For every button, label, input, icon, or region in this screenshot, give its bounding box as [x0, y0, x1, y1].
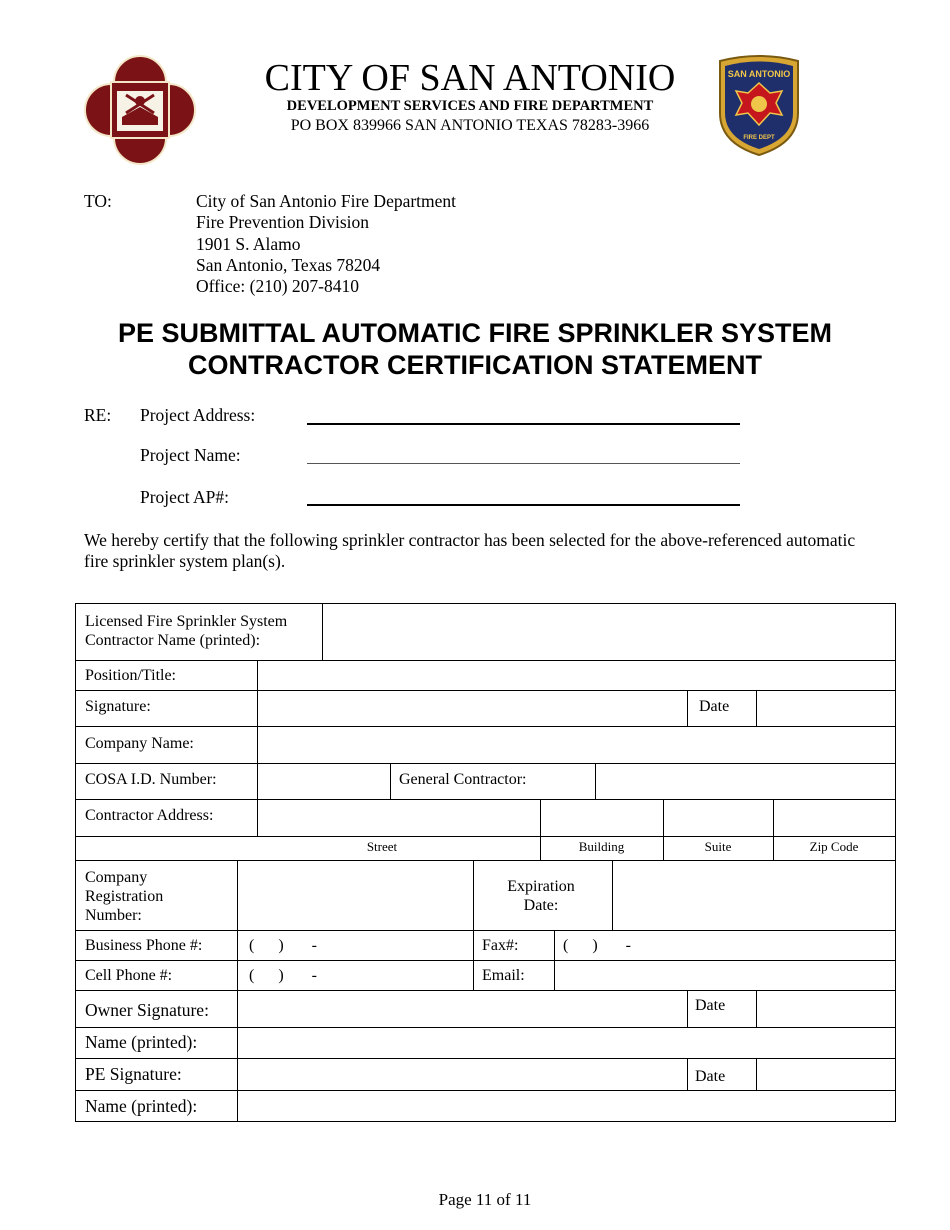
signature-date-label: Date — [699, 698, 730, 715]
street-caption: Street — [366, 839, 398, 854]
owner-date-field[interactable] — [758, 992, 894, 1027]
position-title-field[interactable] — [259, 662, 895, 690]
company-name-field[interactable] — [259, 728, 895, 762]
page-number: Page 11 of 11 — [438, 1190, 532, 1209]
business-phone-label: Business Phone #: — [85, 937, 203, 954]
pe-name-printed-field[interactable] — [239, 1092, 894, 1121]
cell-phone-field[interactable]: ( ) - — [249, 967, 317, 984]
position-title-label: Position/Title: — [85, 667, 176, 684]
signature-date-field[interactable] — [758, 692, 894, 726]
cell-phone-label: Cell Phone #: — [85, 967, 173, 984]
project-name-label: Project Name: — [140, 445, 241, 465]
street-field[interactable] — [259, 801, 539, 835]
suite-caption: Suite — [704, 839, 732, 854]
to-line: 1901 S. Alamo — [196, 234, 301, 254]
pe-name-printed-label: Name (printed): — [85, 1096, 198, 1116]
project-name-field[interactable] — [307, 463, 740, 464]
signature-label: Signature: — [85, 698, 151, 715]
form-title-line-2: CONTRACTOR CERTIFICATION STATEMENT — [188, 350, 762, 380]
certification-statement: We hereby certify that the following sprinkler contractor has been selected for the above-referenced automatic fire sprinkler system plan(s). — [84, 530, 856, 571]
to-line: Fire Prevention Division — [196, 212, 370, 232]
fax-label: Fax#: — [482, 937, 519, 954]
project-ap-label: Project AP#: — [140, 487, 229, 507]
to-line: San Antonio, Texas 78204 — [196, 255, 381, 275]
general-contractor-field[interactable] — [597, 765, 895, 799]
badge-bottom-text: FIRE DEPT — [743, 135, 775, 141]
registration-label-3: Number: — [85, 907, 142, 924]
expiration-date-field[interactable] — [614, 862, 895, 929]
business-phone-field[interactable]: ( ) - — [249, 937, 317, 954]
suite-field[interactable] — [665, 801, 772, 835]
project-address-label: Project Address: — [140, 405, 256, 425]
contractor-address-label: Contractor Address: — [85, 807, 214, 824]
page-title: CITY OF SAN ANTONIO — [264, 57, 676, 99]
expiration-label-2: Date: — [523, 897, 559, 914]
department-address: PO BOX 839966 SAN ANTONIO TEXAS 78283-3966 — [290, 117, 650, 134]
building-caption: Building — [578, 839, 625, 854]
zip-code-caption: Zip Code — [809, 839, 859, 854]
project-address-field[interactable] — [307, 423, 740, 425]
expiration-label-1: Expiration — [507, 878, 575, 895]
pe-date-label: Date — [695, 1068, 726, 1085]
fax-field[interactable]: ( ) - — [563, 937, 631, 954]
contractor-name-label-2: Contractor Name (printed): — [85, 632, 261, 649]
cosa-id-label: COSA I.D. Number: — [85, 771, 217, 788]
zip-code-field[interactable] — [775, 801, 895, 835]
contractor-name-field[interactable] — [324, 605, 894, 659]
general-contractor-label: General Contractor: — [399, 771, 527, 788]
email-label: Email: — [482, 967, 525, 984]
to-label: TO: — [84, 191, 112, 211]
contractor-form-table — [75, 603, 896, 1122]
department-name: DEVELOPMENT SERVICES AND FIRE DEPARTMENT — [286, 98, 654, 114]
email-field[interactable] — [556, 962, 894, 990]
registration-label-1: Company — [85, 869, 148, 886]
owner-name-printed-field[interactable] — [239, 1029, 894, 1058]
pe-signature-field[interactable] — [239, 1060, 686, 1090]
company-name-label: Company Name: — [85, 735, 194, 752]
to-line: City of San Antonio Fire Department — [196, 191, 457, 211]
building-field[interactable] — [542, 801, 662, 835]
owner-name-printed-label: Name (printed): — [85, 1032, 198, 1052]
cosa-id-field[interactable] — [259, 765, 389, 799]
badge-top-text: SAN ANTONIO — [727, 69, 791, 79]
contractor-name-label-1: Licensed Fire Sprinkler System — [85, 613, 288, 630]
form-title-line-1: PE SUBMITTAL AUTOMATIC FIRE SPRINKLER SYSTEM — [117, 318, 833, 348]
registration-label-2: Registration — [85, 888, 164, 905]
owner-date-label: Date — [695, 997, 726, 1014]
registration-number-field[interactable] — [239, 862, 472, 929]
signature-field[interactable] — [259, 692, 686, 726]
pe-signature-label: PE Signature: — [85, 1064, 182, 1084]
to-line: Office: (210) 207-8410 — [196, 276, 359, 296]
owner-signature-label: Owner Signature: — [85, 1000, 209, 1020]
project-ap-field[interactable] — [307, 504, 740, 506]
re-label: RE: — [84, 405, 112, 425]
pe-date-field[interactable] — [758, 1060, 894, 1090]
owner-signature-field[interactable] — [239, 992, 686, 1027]
